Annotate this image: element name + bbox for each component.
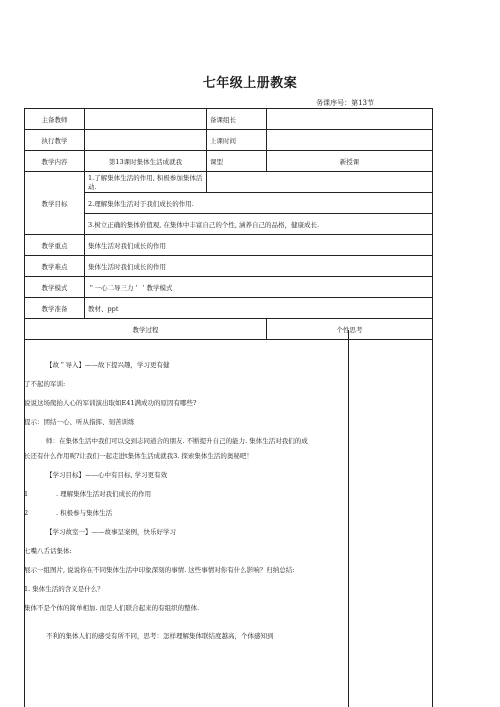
teaching-mode-value: ＂一心二导三力＇＇教学模式 (85, 277, 433, 298)
row-process-header (25, 319, 433, 340)
row-lead-teacher (25, 109, 433, 130)
content-value: 第13课时集体生活成就我 (85, 151, 207, 172)
learning-goal-2 (24, 507, 344, 519)
goals-label: 教学目标 (25, 172, 85, 235)
row-executing-teacher (25, 130, 433, 151)
teacher-statement-2: 长还有什么作用呢?让我们一起走进t集体生活成就我3. 探索集体生活的奥秘吧！ (24, 452, 253, 460)
story-room-heading: 【学习故室一】——故事呈案例，快乐好学习 (46, 528, 176, 536)
lead-teacher-label: 主备教师 (25, 109, 85, 130)
class-time-value (267, 130, 433, 151)
hint-text: 提示：团结一心、听从指挥、刻苦训练 (24, 418, 135, 426)
learning-goal-1-text: . 理解集体生活对我们成长的作用 (56, 490, 152, 498)
learning-goal-2-text: . 积极参与集体生活 (56, 509, 113, 517)
question-collective-meaning: 1. 集体生活的含义是什么？ (24, 585, 104, 593)
process-divider (348, 330, 349, 707)
class-time-label: 上课时间 (207, 130, 267, 151)
row-preparation (25, 298, 433, 319)
row-goal-3 (25, 214, 433, 235)
teacher-statement-1: 师：在集体生活中我们可以交到志同道合的朋友. 不断提升自己的能力. 集体生活对我们的成 (46, 437, 308, 445)
document-title: 七年级上册教案 (202, 76, 298, 91)
lead-teacher-value (85, 109, 207, 130)
preparation-value: 教材、ppt (85, 298, 433, 319)
content-label: 教学内容 (25, 151, 85, 172)
learning-goals-heading: 【学习目标】——心中有目标, 学习更有效 (46, 471, 168, 479)
teaching-mode-label: 教学模式 (25, 277, 85, 298)
lesson-serial: 务课序号：第13节 (316, 99, 374, 107)
learning-goal-1-number: 1 (24, 490, 29, 498)
lesson-plan-table (24, 108, 433, 340)
goal-3: 3.树立正确的集体价值观, 在集体中丰富自己的个性, 涵养自己的品格，健康成长. (85, 214, 433, 235)
goal-1: 1.了解集体生活的作用, 积极参加集体活动. (85, 172, 207, 193)
military-training-title: 了不起的军训: (24, 380, 66, 388)
learning-goal-1 (24, 488, 344, 500)
group-leader-value (267, 109, 433, 130)
intro-heading: 【故＂导入】——故下提兴趣，学习更有健 (46, 361, 170, 369)
question-success-reasons: 说说这场爬抬人心的军训演出取如E41满成功的原因有哪些? (24, 399, 197, 407)
key-point-label: 教学重点 (25, 235, 85, 256)
row-goal-1 (25, 172, 433, 193)
executing-teacher-value (85, 130, 207, 151)
row-teaching-mode (25, 277, 433, 298)
row-key-point (25, 235, 433, 256)
goal-2: 2.理解集体生活对于我们成长的作用. (85, 193, 433, 214)
lesson-type-label: 课型 (207, 151, 267, 172)
executing-teacher-label: 执行教学 (25, 130, 85, 151)
row-difficulty (25, 256, 433, 277)
difficulty-label: 教学难点 (25, 256, 85, 277)
row-goal-2 (25, 193, 433, 214)
teaching-process-body (24, 345, 344, 649)
difficulty-value: 集体生活时我们成长的作用 (85, 256, 433, 277)
discussion-prompt: 展示一组图片, 说说你在不同集体生活中印象深刻的事情. 这些事情对你有什么影响？归纳总结: (24, 566, 295, 574)
reflection-question: 不利的集体人们的感受有所不同，思考：怎样理解集体联结度越高，个体感知到 (46, 632, 274, 640)
goal-1-extra (207, 172, 433, 193)
key-point-value: 集体生活对我们成长的作用 (85, 235, 433, 256)
learning-goal-2-number: 2 (24, 509, 29, 517)
discussion-title: 七嘴八舌话集体: (24, 547, 72, 555)
group-leader-label: 备课组长 (207, 109, 267, 130)
teaching-process-header: 教学过程 (25, 319, 267, 340)
lesson-type-value: 新授课 (267, 151, 433, 172)
row-content (25, 151, 433, 172)
process-right-border (432, 330, 433, 707)
collective-definition: 集体不是个体的简单相加. 而是人们联合起来的有组织的整体. (24, 604, 200, 612)
preparation-label: 教学准备 (25, 298, 85, 319)
personal-reflection-header: 个性思考 (267, 319, 433, 340)
